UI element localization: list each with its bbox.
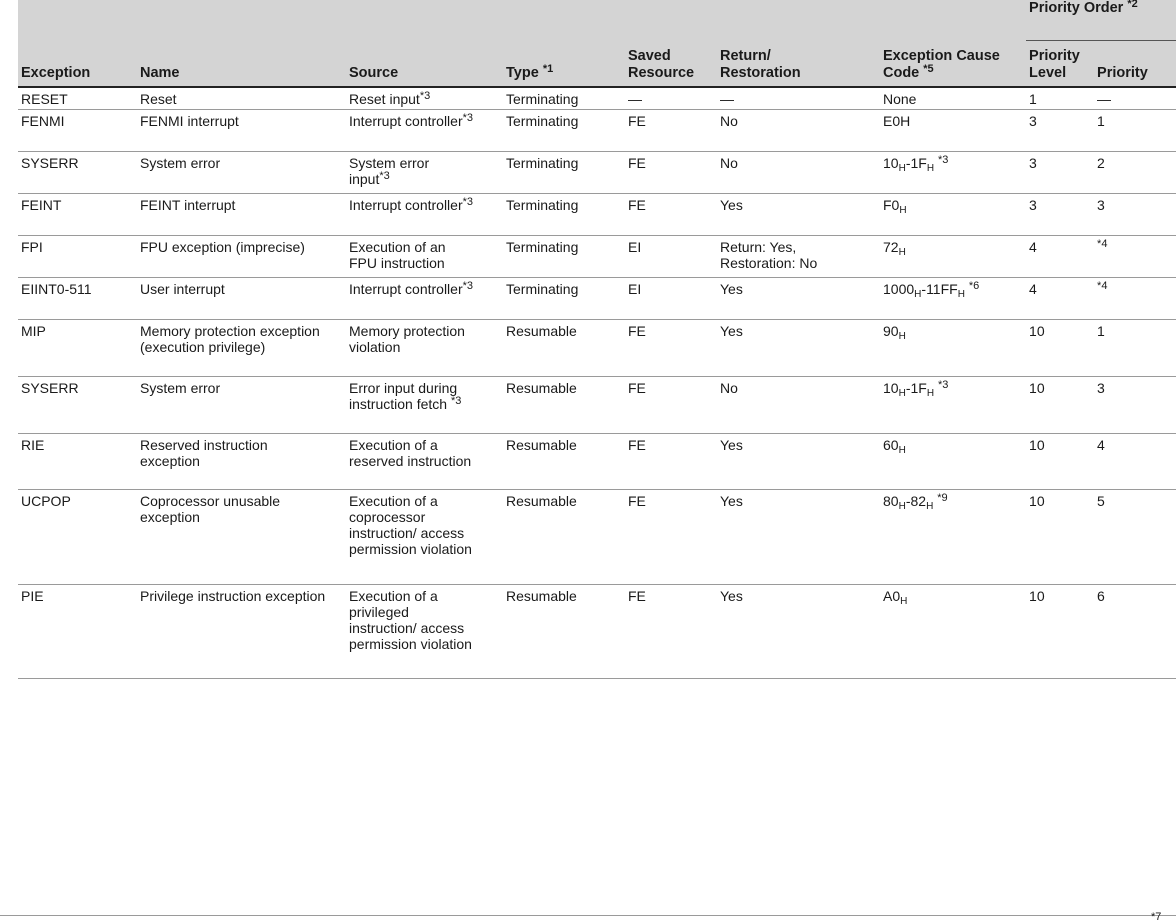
cause-code-cell xyxy=(880,110,1026,152)
source-cell xyxy=(346,585,503,679)
priority-text: 5 xyxy=(1097,493,1105,509)
priority-cell xyxy=(1094,236,1176,278)
type-cell xyxy=(503,194,625,236)
name-text: Coprocessor unusable exception xyxy=(140,493,281,525)
table-row xyxy=(18,278,1176,320)
header-priority: Priority xyxy=(1094,41,1176,87)
source-cell xyxy=(346,434,503,490)
table-row xyxy=(18,152,1176,194)
type-text: Terminating xyxy=(506,155,579,171)
type-cell xyxy=(503,278,625,320)
saved-resource-text: FE xyxy=(628,155,646,171)
exception-text: FEINT xyxy=(21,197,62,213)
priority-level-cell xyxy=(1026,110,1094,152)
return-cell xyxy=(717,585,880,679)
footnote-mark: *3 xyxy=(937,379,949,391)
cause-code-dash: - xyxy=(921,281,927,297)
exception-code-cell xyxy=(18,236,137,278)
exception-code-cell xyxy=(18,377,137,434)
cause-code-text: 1F xyxy=(910,380,927,396)
table-row xyxy=(18,236,1176,278)
footnote-mark: *3 xyxy=(462,112,474,124)
exception-text: MIP xyxy=(21,323,46,339)
cause-code-cell xyxy=(880,377,1026,434)
type-text: Resumable xyxy=(506,380,577,396)
cause-code-text: None xyxy=(883,90,917,107)
table-row xyxy=(18,434,1176,490)
table-row xyxy=(18,490,1176,585)
name-cell xyxy=(137,377,346,434)
hex-suffix: H xyxy=(926,163,935,174)
header-priority-order: Priority Order $^{*2}$ xyxy=(1026,0,1176,41)
saved-resource-text: EI xyxy=(628,281,642,297)
cause-code-text: 11FF xyxy=(926,281,958,297)
priority-level-cell xyxy=(1026,152,1094,194)
source-text: Execution of a reserved instruction xyxy=(349,437,472,469)
return-text: Return: Yes, Restoration: No xyxy=(720,239,818,271)
saved-resource-text: FE xyxy=(628,380,646,396)
cause-code-text: 82 xyxy=(910,493,927,509)
priority-level-cell xyxy=(1026,490,1094,585)
table-row xyxy=(18,585,1176,679)
return-cell xyxy=(717,194,880,236)
footnote-mark: *4 xyxy=(1097,280,1108,292)
exception-text: RESET xyxy=(21,90,68,107)
saved-resource-cell xyxy=(625,377,717,434)
return-text: Yes xyxy=(720,588,743,604)
saved-resource-cell xyxy=(625,320,717,377)
table-row xyxy=(18,194,1176,236)
source-cell xyxy=(346,377,503,434)
header-saved-resource: Saved Resource xyxy=(625,41,717,87)
return-cell xyxy=(717,152,880,194)
priority-level-cell xyxy=(1026,585,1094,679)
type-text: Terminating xyxy=(506,239,579,255)
source-text: Execution of an FPU instruction xyxy=(349,239,446,271)
priority-text: 4 xyxy=(1097,437,1105,453)
saved-resource-cell xyxy=(625,194,717,236)
priority-level-cell xyxy=(1026,236,1094,278)
saved-resource-text: FE xyxy=(628,113,646,129)
priority-cell xyxy=(1094,278,1176,320)
saved-resource-text: FE xyxy=(628,197,646,213)
name-text: System error xyxy=(140,155,221,171)
type-cell xyxy=(503,236,625,278)
exception-text: FENMI xyxy=(21,113,65,129)
source-cell xyxy=(346,490,503,585)
return-cell xyxy=(717,434,880,490)
footnote-mark: *3 xyxy=(462,280,474,292)
priority-level-text: 4 xyxy=(1029,281,1037,297)
exception-code-cell xyxy=(18,434,137,490)
footnote-mark: *3 xyxy=(450,395,462,407)
exception-text: PIE xyxy=(21,588,44,604)
priority-level-text: 3 xyxy=(1029,155,1037,171)
hex-suffix: H xyxy=(926,501,934,512)
cause-code-text: 10 xyxy=(883,380,899,396)
hex-suffix: H xyxy=(898,388,906,399)
type-cell xyxy=(503,434,625,490)
exception-text: SYSERR xyxy=(21,380,79,396)
name-text: FENMI interrupt xyxy=(140,113,239,129)
name-cell xyxy=(137,585,346,679)
priority-text: 2 xyxy=(1097,155,1105,171)
name-cell xyxy=(137,490,346,585)
cause-code-text: 1F xyxy=(910,155,927,171)
saved-resource-text: FE xyxy=(628,493,646,509)
header-priority-level: Priority Level xyxy=(1026,41,1094,87)
cause-code-cell xyxy=(880,585,1026,679)
return-cell xyxy=(717,490,880,585)
saved-resource-cell xyxy=(625,236,717,278)
priority-cell xyxy=(1094,434,1176,490)
priority-cell xyxy=(1094,152,1176,194)
name-text: User interrupt xyxy=(140,281,225,297)
priority-level-text: 10 xyxy=(1029,493,1045,509)
source-text: Error input during instruction fetch xyxy=(349,380,458,412)
type-cell xyxy=(503,110,625,152)
header-exception: Exception xyxy=(18,41,137,87)
type-text: Resumable xyxy=(506,437,577,453)
name-text: FEINT interrupt xyxy=(140,197,236,213)
type-cell xyxy=(503,87,625,110)
priority-level-cell xyxy=(1026,87,1094,110)
priority-text: 3 xyxy=(1097,380,1105,396)
exception-code-cell xyxy=(18,110,137,152)
footnote-mark: *3 xyxy=(462,196,474,208)
hex-suffix: H xyxy=(899,205,907,216)
hex-suffix: H xyxy=(898,247,906,258)
return-cell xyxy=(717,278,880,320)
hex-suffix: H xyxy=(914,289,922,300)
exception-code-cell xyxy=(18,278,137,320)
return-text: Yes xyxy=(720,437,743,453)
return-cell xyxy=(717,87,880,110)
footnote-mark: *3 xyxy=(419,89,431,102)
header-cause-code: Exception Cause Code $^{*5}$ xyxy=(880,41,1026,87)
source-text: Execution of a coprocessor instruction/ access permission violation xyxy=(349,493,472,557)
cause-code-cell xyxy=(880,152,1026,194)
hex-suffix: H xyxy=(957,289,965,300)
exception-code-cell xyxy=(18,320,137,377)
source-text: System error input xyxy=(349,155,430,187)
source-cell xyxy=(346,278,503,320)
header-name: Name xyxy=(137,41,346,87)
table-header xyxy=(18,0,1176,87)
cause-code-cell xyxy=(880,490,1026,585)
priority-cell xyxy=(1094,320,1176,377)
table-row xyxy=(18,320,1176,377)
table-row xyxy=(18,377,1176,434)
cause-code-dash: - xyxy=(905,493,911,509)
source-text: Reset input xyxy=(349,90,420,107)
footnote-mark: *9 xyxy=(937,492,948,504)
exception-text: SYSERR xyxy=(21,155,79,171)
type-text: Terminating xyxy=(506,113,579,129)
priority-text: — xyxy=(1097,90,1112,107)
priority-cell xyxy=(1094,585,1176,679)
hex-suffix: H xyxy=(898,445,906,456)
return-text: No xyxy=(720,380,738,396)
cause-code-cell xyxy=(880,320,1026,377)
saved-resource-cell xyxy=(625,490,717,585)
priority-text: 1 xyxy=(1097,113,1105,129)
footnote-mark: *3 xyxy=(379,170,390,182)
source-cell xyxy=(346,110,503,152)
saved-resource-cell xyxy=(625,434,717,490)
priority-cell xyxy=(1094,110,1176,152)
footnote-mark: *3 xyxy=(937,154,949,166)
priority-level-cell xyxy=(1026,320,1094,377)
type-cell xyxy=(503,377,625,434)
priority-text: 1 xyxy=(1097,323,1105,339)
source-text: Execution of a privileged instruction/ access permission violation xyxy=(349,588,472,652)
footnote-mark: *2 xyxy=(1127,0,1138,10)
return-cell xyxy=(717,110,880,152)
name-cell xyxy=(137,110,346,152)
saved-resource-text: EI xyxy=(628,239,642,255)
type-text: Resumable xyxy=(506,588,577,604)
name-cell xyxy=(137,434,346,490)
name-text: Memory protection exception (execution privilege) xyxy=(140,323,320,355)
name-cell xyxy=(137,236,346,278)
priority-cell xyxy=(1094,377,1176,434)
priority-level-text: 3 xyxy=(1029,113,1037,129)
priority-level-text: 4 xyxy=(1029,239,1037,255)
return-text: Yes xyxy=(720,197,743,213)
cause-code-cell xyxy=(880,236,1026,278)
exception-code-cell xyxy=(18,585,137,679)
source-cell xyxy=(346,87,503,110)
return-text: Yes xyxy=(720,323,743,339)
priority-level-text: 10 xyxy=(1029,380,1045,396)
source-text: Memory protection violation xyxy=(349,323,465,355)
source-text: Interrupt controller xyxy=(349,197,463,213)
type-text: Terminating xyxy=(506,197,579,213)
priority-level-text: 1 xyxy=(1029,90,1037,107)
table-row xyxy=(18,87,1176,110)
table-body xyxy=(18,87,1176,679)
return-text: Yes xyxy=(720,493,743,509)
return-cell xyxy=(717,377,880,434)
name-text: FPU exception (imprecise) xyxy=(140,239,305,255)
cause-code-text: F0 xyxy=(883,197,900,213)
priority-text: 6 xyxy=(1097,588,1105,604)
return-text: — xyxy=(720,90,734,107)
return-text: Yes xyxy=(720,281,743,297)
name-text: System error xyxy=(140,380,221,396)
footnote-mark: *7 xyxy=(1151,911,1162,922)
cause-code-cell xyxy=(880,278,1026,320)
name-cell xyxy=(137,278,346,320)
source-cell xyxy=(346,236,503,278)
priority-cell xyxy=(1094,490,1176,585)
cause-code-text: 80 xyxy=(883,493,899,509)
exception-code-cell xyxy=(18,194,137,236)
saved-resource-cell xyxy=(625,278,717,320)
hex-suffix: H xyxy=(926,388,935,399)
return-text: No xyxy=(720,155,738,171)
priority-text: 3 xyxy=(1097,197,1105,213)
priority-level-cell xyxy=(1026,434,1094,490)
footnote-mark: *5 xyxy=(923,62,934,75)
header-return-restoration: Return/ Restoration xyxy=(717,41,880,87)
table-row xyxy=(18,110,1176,152)
priority-level-text: 10 xyxy=(1029,588,1045,604)
exception-text: EIINT0-511 xyxy=(21,281,92,297)
type-text: Resumable xyxy=(506,493,577,509)
saved-resource-text: FE xyxy=(628,588,646,604)
name-text: Reserved instruction exception xyxy=(140,437,268,469)
cause-code-text: 1000 xyxy=(883,281,915,297)
saved-resource-cell xyxy=(625,87,717,110)
name-text: Reset xyxy=(140,90,177,107)
type-cell xyxy=(503,490,625,585)
priority-cell xyxy=(1094,194,1176,236)
cause-code-dash: - xyxy=(905,380,911,396)
cause-code-text: 60 xyxy=(883,437,899,453)
cause-code-dash: - xyxy=(905,155,911,171)
hex-suffix: H xyxy=(898,163,906,174)
source-cell xyxy=(346,194,503,236)
exception-table xyxy=(18,0,1176,679)
hex-suffix: H xyxy=(898,331,906,342)
name-cell xyxy=(137,87,346,110)
exception-code-cell xyxy=(18,152,137,194)
exception-text: UCPOP xyxy=(21,493,71,509)
hex-suffix: H xyxy=(900,596,908,607)
cause-code-text: E0H xyxy=(883,113,911,129)
saved-resource-cell xyxy=(625,110,717,152)
priority-level-text: 3 xyxy=(1029,197,1037,213)
saved-resource-cell xyxy=(625,152,717,194)
saved-resource-text: FE xyxy=(628,437,646,453)
type-cell xyxy=(503,320,625,377)
name-cell xyxy=(137,320,346,377)
header-type: Type $^{*1}$ xyxy=(503,41,625,87)
cause-code-cell xyxy=(880,434,1026,490)
exception-text: RIE xyxy=(21,437,45,453)
name-cell xyxy=(137,194,346,236)
table-end-rule xyxy=(0,915,1176,916)
cause-code-text: 10 xyxy=(883,155,899,171)
header-spacer xyxy=(18,0,1026,41)
source-cell xyxy=(346,152,503,194)
return-text: No xyxy=(720,113,738,129)
saved-resource-text: — xyxy=(628,90,642,107)
cause-code-text: A0 xyxy=(883,588,901,604)
priority-level-cell xyxy=(1026,377,1094,434)
priority-level-cell xyxy=(1026,194,1094,236)
hex-suffix: H xyxy=(898,501,906,512)
cause-code-text: 90 xyxy=(883,323,899,339)
footnote-mark: *1 xyxy=(542,62,554,75)
priority-cell xyxy=(1094,87,1176,110)
exception-code-cell xyxy=(18,87,137,110)
type-text: Terminating xyxy=(506,90,579,107)
name-text: Privilege instruction exception xyxy=(140,588,326,604)
footnote-mark: *4 xyxy=(1097,238,1108,250)
type-text: Resumable xyxy=(506,323,577,339)
priority-level-cell xyxy=(1026,278,1094,320)
footnote-mark: *6 xyxy=(968,280,980,292)
return-cell xyxy=(717,320,880,377)
name-cell xyxy=(137,152,346,194)
header-source: Source xyxy=(346,41,503,87)
return-cell xyxy=(717,236,880,278)
priority-level-text: 10 xyxy=(1029,323,1045,339)
type-cell xyxy=(503,585,625,679)
exception-text: FPI xyxy=(21,239,43,255)
cause-code-cell xyxy=(880,194,1026,236)
source-text: Interrupt controller xyxy=(349,113,463,129)
source-text: Interrupt controller xyxy=(349,281,463,297)
type-text: Terminating xyxy=(506,281,579,297)
cause-code-text: 72 xyxy=(883,239,899,255)
saved-resource-text: FE xyxy=(628,323,646,339)
priority-level-text: 10 xyxy=(1029,437,1045,453)
cause-code-cell xyxy=(880,87,1026,110)
saved-resource-cell xyxy=(625,585,717,679)
exception-code-cell xyxy=(18,490,137,585)
type-cell xyxy=(503,152,625,194)
source-cell xyxy=(346,320,503,377)
